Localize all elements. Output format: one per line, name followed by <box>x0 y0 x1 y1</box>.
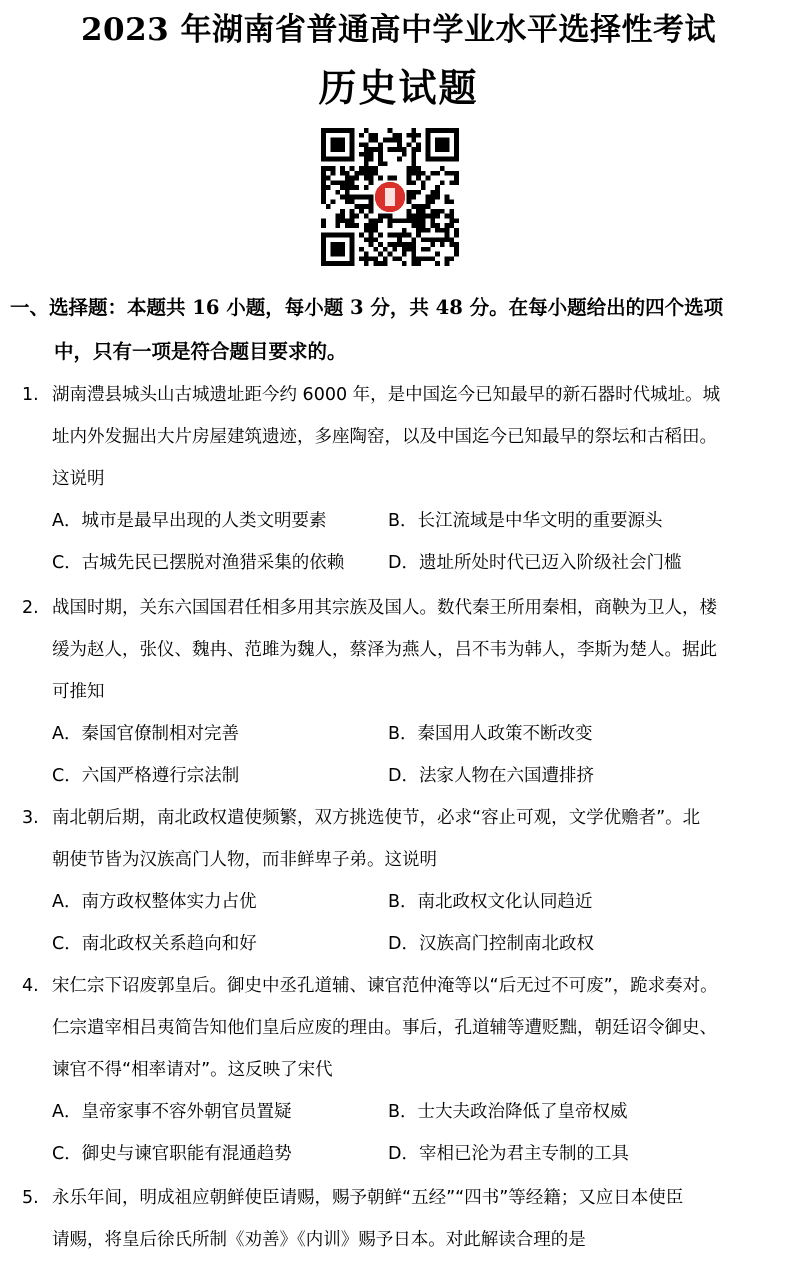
question-text-line: 战国时期，关东六国国君任相多用其宗族及国人。数代秦王所用秦相，商鞅为卫人，楼 <box>52 598 717 618</box>
exam-title: 2023 年湖南省普通高中学业水平选择性考试 <box>80 12 717 48</box>
answer-option: D．遗址所处时代已迈入阶级社会门槛 <box>388 553 682 573</box>
question-text-line: 请赐，将皇后徐氏所制《劝善》《内训》赐予日本。对此解读合理的是 <box>52 1230 586 1250</box>
section-heading: 一、选择题：本题共 16 小题，每小题 3 分，共 48 分。在每小题给出的四个选项 <box>10 296 724 319</box>
question-number: 1. <box>22 385 39 405</box>
question-text-line: 宋仁宗下诏废郭皇后。御史中丞孔道辅、谏官范仲淹等以“后无过不可废”，跪求奏对。 <box>52 976 718 996</box>
question-text-line: 谏官不得“相率请对”。这反映了宋代 <box>52 1060 333 1080</box>
question-text-line: 南北朝后期，南北政权遣使频繁，双方挑选使节，必求“容止可观，文学优赡者”。北 <box>52 808 701 828</box>
question-text-line: 永乐年间，明成祖应朝鲜使臣请赐，赐予朝鲜“五经”“四书”等经籍；又应日本使臣 <box>52 1188 684 1208</box>
answer-option: C．御史与谏官职能有混通趋势 <box>52 1144 292 1164</box>
answer-option: D．宰相已沦为君主专制的工具 <box>388 1144 629 1164</box>
question-text-line: 址内外发掘出大片房屋建筑遗迹，多座陶窑，以及中国迄今已知最早的祭坛和古稻田。 <box>52 427 717 447</box>
subject-title: 历史试题 <box>318 65 479 110</box>
question-text-line: 这说明 <box>52 469 105 489</box>
answer-option: D．法家人物在六国遭排挤 <box>388 766 594 786</box>
answer-option: D．汉族高门控制南北政权 <box>388 934 594 954</box>
question-number: 5. <box>22 1188 39 1208</box>
answer-option: B．南北政权文化认同趋近 <box>388 892 593 912</box>
question-number: 4. <box>22 976 39 996</box>
answer-option: C．南北政权关系趋向和好 <box>52 934 257 954</box>
question-text-line: 缓为赵人，张仪、魏冉、范雎为魏人，蔡泽为燕人，吕不韦为韩人，李斯为楚人。据此 <box>52 640 717 660</box>
answer-option: C．六国严格遵行宗法制 <box>52 766 240 786</box>
answer-option: A．南方政权整体实力占优 <box>52 892 257 912</box>
answer-option: A．城市是最早出现的人类文明要素 <box>52 511 327 531</box>
answer-option: B．士大夫政治降低了皇帝权威 <box>388 1102 628 1122</box>
answer-option: B．长江流域是中华文明的重要源头 <box>388 511 663 531</box>
question-text-line: 湖南澧县城头山古城遗址距今约 6000 年，是中国迄今已知最早的新石器时代城址。城 <box>52 385 721 405</box>
question-text-line: 朝使节皆为汉族高门人物，而非鲜卑子弟。这说明 <box>52 850 437 870</box>
answer-option: A．皇帝家事不容外朝官员置疑 <box>52 1102 292 1122</box>
answer-option: A．秦国官僚制相对完善 <box>52 724 239 744</box>
section-heading-cont: 中，只有一项是符合题目要求的。 <box>54 340 347 363</box>
question-text-line: 仁宗遣宰相吕夷简告知他们皇后应废的理由。事后，孔道辅等遭贬黜，朝廷诏令御史、 <box>52 1018 717 1038</box>
answer-option: B．秦国用人政策不断改变 <box>388 724 593 744</box>
answer-option: C．古城先民已摆脱对渔猎采集的依赖 <box>52 553 345 573</box>
question-number: 2. <box>22 598 39 618</box>
question-number: 3. <box>22 808 39 828</box>
question-text-line: 可推知 <box>52 682 105 702</box>
qr-code-image <box>321 128 459 266</box>
